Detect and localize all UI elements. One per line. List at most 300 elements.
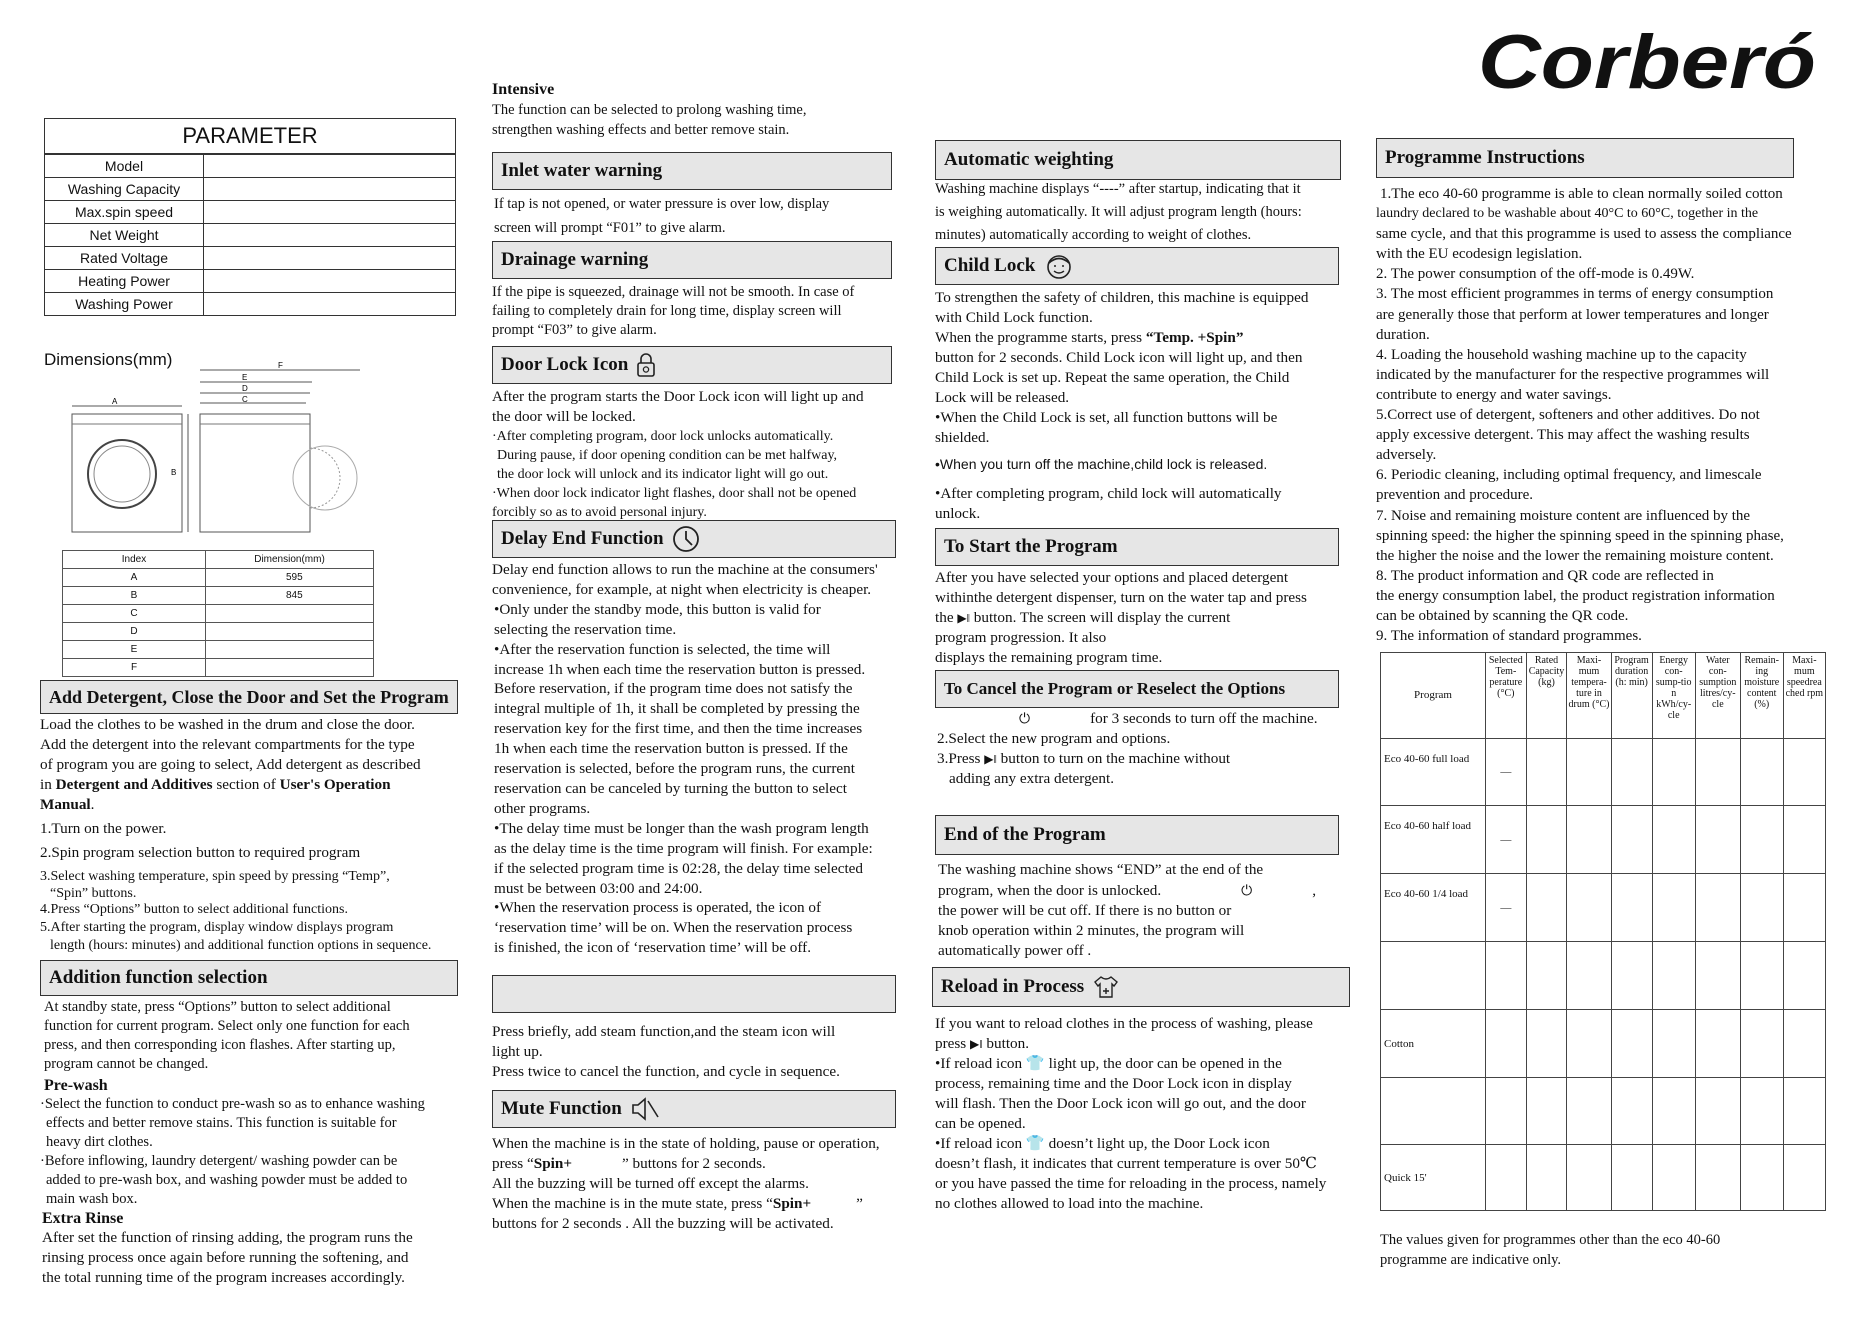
table-cell: [1611, 942, 1652, 1010]
text-line: is finished, the icon of ‘reservation time’ will be off.: [494, 939, 812, 957]
text-line: If you want to reload clothes in the process of washing, please: [935, 1015, 1313, 1032]
section-title-text: Delay End Function: [501, 528, 664, 549]
param-label: Washing Capacity: [45, 178, 204, 201]
table-cell: [1526, 806, 1567, 874]
param-row: [45, 247, 456, 270]
text-span: “Temp. +Spin”: [1145, 329, 1244, 346]
child-face-icon: [1043, 252, 1075, 280]
text-line: 2.Spin program selection button to required program: [40, 844, 361, 861]
text-line: light up.: [492, 1043, 543, 1060]
text-span: •If reload icon: [935, 1135, 1026, 1152]
table-cell: [1695, 1078, 1740, 1145]
dim-index: A: [63, 569, 206, 587]
steam-body: [492, 1022, 912, 1082]
section-door-lock-title: [492, 346, 892, 384]
text-span: section of: [212, 776, 280, 793]
text-line: 5.Correct use of detergent, softeners and other additives. Do not: [1376, 407, 1760, 424]
text-line: When the machine is in the state of holding, pause or operation,: [492, 1135, 880, 1152]
text-span: in: [40, 776, 56, 793]
intensive-block: [492, 80, 912, 140]
text-line: Press briefly, add steam function,and the steam icon will: [492, 1023, 836, 1040]
dimension-table: [62, 550, 374, 677]
section-title-text: Mute Function: [501, 1098, 622, 1119]
table-cell: [1526, 1078, 1567, 1145]
parameter-table: [44, 154, 456, 316]
dim-value: 595: [206, 569, 374, 587]
text-line: •When you turn off the machine,child lock is released.: [935, 456, 1268, 472]
table-row: [1381, 942, 1826, 1010]
text-line: Delay end function allows to run the machine at the consumers': [492, 561, 878, 578]
table-cell: [1740, 806, 1783, 874]
text-line: minutes) automatically according to weight of clothes.: [935, 227, 1252, 243]
table-cell: [1486, 1145, 1527, 1211]
dim-index: F: [63, 659, 206, 677]
text-span: the: [935, 609, 958, 626]
text-span: ”: [856, 1195, 863, 1212]
text-line: the total running time of the program increases accordingly.: [42, 1269, 405, 1286]
table-cell: [1567, 739, 1611, 806]
text-line: Child Lock is set up. Repeat the same operation, the Child: [935, 369, 1290, 386]
play-pause-icon: ▶‖: [970, 1037, 983, 1051]
text-span: The washing machine shows “END” at the end of the: [938, 861, 1264, 878]
text-line: reservation can be canceled by turning the button to select: [494, 779, 847, 797]
text-span: button to turn on the machine without: [996, 750, 1231, 767]
text-line: must be between 03:00 and 24:00.: [494, 879, 703, 897]
mute-body: [492, 1134, 922, 1234]
text-line: failing to completely drain for long time, display screen will: [492, 303, 842, 319]
table-cell: [1526, 874, 1567, 942]
text-line: the door lock will unlock and its indicator light will go out.: [497, 467, 829, 482]
text-line: press, and then corresponding icon flashes. After starting up,: [44, 1037, 396, 1053]
text-line: programme are indicative only.: [1380, 1252, 1562, 1268]
text-line: •When the reservation process is operated, the icon of: [494, 899, 822, 917]
dim-row: [63, 605, 374, 623]
text-line: Washing machine displays “----” after startup, indicating that it: [935, 181, 1301, 197]
dim-header: Index: [63, 551, 206, 569]
dim-label-c: C: [242, 395, 248, 404]
section-title-text: Addition function selection: [49, 967, 268, 988]
dim-index: B: [63, 587, 206, 605]
section-drainage-title: [492, 241, 892, 279]
text-line: integral multiple of 1h, it shall be completed by pressing the: [494, 700, 860, 718]
table-cell: [1740, 942, 1783, 1010]
table-row: [1381, 806, 1826, 874]
table-cell-program: Eco 40-60 half load: [1381, 806, 1486, 874]
child-lock-body: [935, 288, 1375, 524]
text-span: button. The screen will display the current: [969, 609, 1231, 626]
power-icon: ⏻: [1241, 882, 1253, 898]
cancel-body: [937, 708, 1377, 789]
text-line: “Spin” buttons.: [50, 886, 137, 901]
text-line: Add the detergent into the relevant compartments for the type: [40, 736, 415, 753]
param-row: [45, 293, 456, 316]
text-line: All the buzzing will be turned off except the alarms.: [492, 1175, 809, 1192]
table-header: Water con- sumption litres/cy- cle: [1695, 653, 1740, 739]
text-span: ,: [1312, 882, 1316, 899]
table-cell: [1740, 1010, 1783, 1078]
section-title-text: To Cancel the Program or Reselect the Options: [944, 679, 1286, 698]
param-value: [204, 247, 456, 270]
section-cancel-title: [935, 670, 1339, 708]
param-value: [204, 155, 456, 178]
text-line: [935, 608, 1375, 628]
intensive-title: Intensive: [492, 81, 555, 98]
text-line: with the EU ecodesign legislation.: [1376, 246, 1583, 263]
param-label: Heating Power: [45, 270, 204, 293]
text-line: Before reservation, if the program time does not satisfy the: [494, 680, 853, 698]
table-cell: [1695, 1145, 1740, 1211]
programme-footer: [1380, 1230, 1820, 1270]
table-cell: [1567, 806, 1611, 874]
text-line: Manual.: [40, 796, 95, 813]
text-line: [935, 1034, 1375, 1054]
text-line: [935, 328, 1375, 348]
text-span: Manual: [40, 796, 91, 813]
table-cell: [1652, 806, 1695, 874]
table-cell-program: Eco 40-60 1/4 load: [1381, 874, 1486, 942]
shirt-icon: 👕: [1025, 1055, 1045, 1072]
drainage-body: [492, 283, 912, 340]
text-line: 3. The most efficient programmes in terms of energy consumption: [1376, 286, 1774, 303]
table-cell: [1567, 1078, 1611, 1145]
dim-value: 845: [206, 587, 374, 605]
table-cell: [1695, 739, 1740, 806]
table-cell: [1652, 1010, 1695, 1078]
dim-value: [206, 659, 374, 677]
addition-body: [40, 998, 480, 1288]
table-header: Remain- ing moisture content (%): [1740, 653, 1783, 739]
table-cell: [1783, 1010, 1825, 1078]
text-line: •After completing program, child lock will automatically: [935, 485, 1282, 502]
text-line: automatically power off .: [938, 942, 1092, 959]
section-title-text: Inlet water warning: [501, 160, 663, 181]
text-line: 4. Loading the household washing machine up to the capacity: [1376, 346, 1747, 363]
table-cell: [1567, 1010, 1611, 1078]
table-cell: [1783, 1078, 1825, 1145]
text-line: After set the function of rinsing adding, the program runs the: [42, 1229, 413, 1246]
param-label: Rated Voltage: [45, 247, 204, 270]
section-title-text: Automatic weighting: [944, 149, 1114, 170]
table-row: [1381, 1145, 1826, 1211]
param-label: Net Weight: [45, 224, 204, 247]
text-line: doesn’t flash, it indicates that current temperature is over 50℃: [935, 1155, 1317, 1172]
dim-value: [206, 641, 374, 659]
table-cell: [1740, 1078, 1783, 1145]
table-header: Program: [1381, 653, 1486, 739]
text-line: added to pre-wash box, and washing powder must be added to: [46, 1172, 408, 1188]
text-line: Press twice to cancel the function, and cycle in sequence.: [492, 1063, 840, 1080]
add-detergent-body: [40, 715, 480, 955]
text-line: 1.Turn on the power.: [40, 820, 167, 837]
text-line: ·Select the function to conduct pre-wash so as to enhance washing: [40, 1096, 425, 1112]
section-add-detergent-title: [40, 680, 458, 714]
padlock-icon: [636, 352, 656, 378]
brand-logo: [1478, 28, 1818, 98]
param-label: Washing Power: [45, 293, 204, 316]
text-line: [492, 1154, 922, 1174]
table-cell: [1695, 1010, 1740, 1078]
text-line: increase 1h when each time the reservation button is pressed.: [494, 660, 866, 678]
param-value: [204, 293, 456, 316]
text-line: unlock.: [935, 505, 981, 522]
text-line: ‘reservation time’ will be on. When the reservation process: [494, 919, 853, 937]
dim-label-d: D: [242, 384, 248, 393]
table-cell: [1526, 1145, 1567, 1211]
text-line: The function can be selected to prolong washing time,: [492, 102, 807, 118]
section-programme-title: [1376, 138, 1794, 178]
table-cell: [1611, 1145, 1652, 1211]
table-cell: [1611, 739, 1652, 806]
table-cell: [1740, 1145, 1783, 1211]
door-lock-body: [492, 387, 912, 522]
dim-row: [63, 659, 374, 677]
text-line: [937, 708, 1377, 729]
text-line: 4.Press “Options” button to select additional functions.: [40, 902, 348, 917]
text-line: can be obtained by scanning the QR code.: [1376, 607, 1629, 624]
dim-label-a: A: [112, 397, 118, 406]
text-span: light up, the door can be opened in the: [1044, 1055, 1282, 1072]
dim-label-e: E: [242, 373, 248, 382]
section-mute-title: [492, 1090, 896, 1128]
table-cell: —: [1486, 806, 1527, 874]
text-line: adversely.: [1376, 447, 1437, 464]
table-cell: [1695, 942, 1740, 1010]
programme-table: [1380, 652, 1826, 1211]
table-cell: [1783, 874, 1825, 942]
auto-weight-body: [935, 178, 1365, 247]
table-cell: [1526, 1010, 1567, 1078]
table-cell: [1695, 806, 1740, 874]
text-line: ·Before inflowing, laundry detergent/ washing powder can be: [40, 1153, 398, 1169]
text-line: [938, 880, 1378, 901]
text-span: 3.Press: [937, 750, 985, 767]
parameter-panel: [44, 118, 456, 316]
text-span: Detergent and Additives: [55, 776, 213, 793]
text-line: process, remaining time and the Door Lock icon in display: [935, 1075, 1292, 1092]
text-line: same cycle, and that this programme is used to assess the compliance: [1376, 226, 1792, 243]
text-line: After the program starts the Door Lock icon will light up and: [492, 388, 864, 405]
programme-body: [1376, 184, 1846, 646]
table-cell: [1740, 874, 1783, 942]
dim-label-b: B: [171, 468, 177, 477]
text-span: for 3 seconds to turn off the machine.: [1090, 710, 1318, 727]
text-line: withinthe detergent dispenser, turn on the water tap and press: [935, 589, 1307, 606]
table-cell: [1652, 874, 1695, 942]
table-cell: [1486, 1010, 1527, 1078]
start-body: [935, 568, 1375, 668]
table-cell: [1740, 739, 1783, 806]
text-line: button for 2 seconds. Child Lock icon will light up, and then: [935, 349, 1303, 366]
shirt-plus-icon: [1092, 974, 1122, 1000]
section-addition-title: [40, 960, 458, 996]
text-line: Load the clothes to be washed in the drum and close the door.: [40, 716, 415, 733]
text-line: [40, 775, 480, 795]
text-line: •When the Child Lock is set, all function buttons will be: [935, 409, 1278, 426]
table-cell: [1526, 739, 1567, 806]
table-cell: [1611, 1010, 1652, 1078]
table-cell-program: Quick 15': [1381, 1145, 1486, 1211]
section-steam-title: [492, 975, 896, 1013]
table-row: [1381, 1010, 1826, 1078]
dim-index: C: [63, 605, 206, 623]
param-value: [204, 270, 456, 293]
text-line: knob operation within 2 minutes, the program will: [938, 922, 1245, 939]
text-line: [935, 1134, 1375, 1154]
text-line: Lock will be released.: [935, 389, 1070, 406]
table-cell-program: Eco 40-60 full load: [1381, 739, 1486, 806]
text-line: [492, 1194, 922, 1214]
table-header: Program duration (h: min): [1611, 653, 1652, 739]
text-line: 8. The product information and QR code are reflected in: [1376, 567, 1714, 584]
text-line: the energy consumption label, the product registration information: [1376, 587, 1775, 604]
text-line: 3.Select washing temperature, spin speed by pressing “Temp”,: [40, 869, 390, 884]
table-header: Maxi- mum tempera- ture in drum (°C): [1567, 653, 1611, 739]
text-line: 5.After starting the program, display window displays program: [40, 920, 394, 935]
text-line: selecting the reservation time.: [494, 620, 677, 638]
table-cell: [1567, 942, 1611, 1010]
section-delay-end-title: [492, 520, 896, 558]
section-child-lock-title: [935, 247, 1339, 285]
text-line: indicated by the manufacturer for the respective programmes will: [1376, 366, 1770, 383]
section-title-text: Programme Instructions: [1385, 147, 1585, 168]
table-cell: —: [1486, 874, 1527, 942]
prewash-title: Pre-wash: [44, 1077, 108, 1094]
text-line: screen will prompt “F01” to give alarm.: [494, 220, 726, 236]
text-line: as the delay time is the time program will finish. For example:: [494, 839, 873, 857]
section-title-text: Reload in Process: [941, 976, 1085, 997]
text-span: Spin+: [772, 1195, 812, 1212]
table-cell: [1783, 739, 1825, 806]
text-line: duration.: [1376, 326, 1430, 343]
table-cell: [1486, 1078, 1527, 1145]
text-line: forcibly so as to avoid personal injury.: [492, 505, 707, 520]
dim-value: [206, 605, 374, 623]
text-line: length (hours: minutes) and additional function options in sequence.: [50, 938, 432, 953]
table-row: [1381, 874, 1826, 942]
text-line: will flash. Then the Door Lock icon will go out, and the door: [935, 1095, 1306, 1112]
table-cell: [1652, 1078, 1695, 1145]
text-span: program, when the door is unlocked.: [938, 882, 1162, 899]
text-line: If the pipe is squeezed, drainage will not be smooth. In case of: [492, 284, 855, 300]
text-line: 2.Select the new program and options.: [937, 730, 1171, 747]
table-cell: [1652, 942, 1695, 1010]
dim-row: [63, 623, 374, 641]
text-line: The values given for programmes other than the eco 40-60: [1380, 1232, 1721, 1248]
table-cell: [1526, 942, 1567, 1010]
clock-icon: [672, 525, 700, 553]
text-line: At standby state, press “Options” button to select additional: [44, 999, 391, 1015]
text-line: buttons for 2 seconds . All the buzzing will be activated.: [492, 1215, 834, 1232]
text-span: User's Operation: [279, 776, 391, 793]
text-line: [937, 749, 1377, 769]
param-row: [45, 224, 456, 247]
section-reload-title: [932, 967, 1350, 1007]
text-line: reservation key for the first time, and then the time increases: [494, 720, 863, 738]
section-auto-weight-title: [935, 140, 1341, 180]
section-title-text: Add Detergent, Close the Door and Set the Program: [49, 686, 449, 707]
text-span: Spin+: [533, 1155, 572, 1172]
section-end-title: [935, 815, 1339, 855]
text-line: rinsing process once again before running the softening, and: [42, 1249, 409, 1266]
dim-value: [206, 623, 374, 641]
text-line: of program you are going to select, Add detergent as described: [40, 756, 421, 773]
text-line: heavy dirt clothes.: [46, 1134, 153, 1150]
param-row: [45, 155, 456, 178]
table-cell: [1783, 806, 1825, 874]
text-line: To strengthen the safety of children, this machine is equipped: [935, 289, 1309, 306]
text-line: 9. The information of standard programmes.: [1376, 628, 1642, 645]
text-line: 2. The power consumption of the off-mode is 0.49W.: [1376, 266, 1695, 283]
text-line: the higher the noise and the lower the remaining moisture content.: [1376, 547, 1774, 564]
text-line: [938, 860, 1378, 880]
text-span: When the machine is in the mute state, press “: [492, 1195, 773, 1212]
dimensions-diagram: [60, 362, 390, 542]
table-cell: [1567, 1145, 1611, 1211]
text-line: •The delay time must be longer than the wash program length: [494, 819, 869, 837]
text-line: [935, 1054, 1375, 1074]
text-line: the power will be cut off. If there is no button or: [938, 902, 1232, 919]
dim-header-row: [63, 551, 374, 569]
dim-label-f: F: [278, 362, 283, 370]
text-span: doesn’t light up, the Door Lock icon: [1044, 1135, 1270, 1152]
section-start-title: [935, 528, 1339, 566]
text-span: button.: [982, 1035, 1030, 1052]
text-line: strengthen washing effects and better remove stain.: [492, 122, 790, 138]
section-title-text: Drainage warning: [501, 249, 649, 270]
table-cell: [1783, 1145, 1825, 1211]
text-line: laundry declared to be washable about 40°C to 60°C, together in the: [1376, 206, 1759, 222]
text-span: press “: [492, 1155, 534, 1172]
param-row: [45, 178, 456, 201]
programme-table-header: [1381, 653, 1826, 739]
table-cell: [1486, 942, 1527, 1010]
table-cell: [1611, 1078, 1652, 1145]
text-line: 1.The eco 40-60 programme is able to clean normally soiled cotton: [1380, 186, 1783, 202]
param-value: [204, 178, 456, 201]
dim-row: [63, 569, 374, 587]
text-line: program progression. It also: [935, 629, 1107, 646]
text-line: spinning speed: the higher the spinning speed in the spinning phase,: [1376, 527, 1784, 544]
table-cell: [1652, 739, 1695, 806]
text-line: the door will be locked.: [492, 408, 636, 425]
text-span: •If reload icon: [935, 1055, 1026, 1072]
dim-row: [63, 641, 374, 659]
delay-end-body: [492, 560, 932, 958]
param-value: [204, 201, 456, 224]
text-line: with Child Lock function.: [935, 309, 1093, 326]
text-line: reservation is selected, before the program runs, the current: [494, 760, 855, 778]
text-line: prevention and procedure.: [1376, 487, 1534, 504]
dim-header: Dimension(mm): [206, 551, 374, 569]
rinse-title: Extra Rinse: [42, 1210, 124, 1227]
text-line: If tap is not opened, or water pressure is over low, display: [494, 196, 830, 212]
text-line: if the selected program time is 02:28, the delay time selected: [494, 859, 864, 877]
text-line: are generally those that perform at lower temperatures and longer: [1376, 306, 1769, 323]
table-cell: [1783, 942, 1825, 1010]
mute-speaker-icon: [630, 1095, 660, 1123]
dim-index: E: [63, 641, 206, 659]
text-line: program cannot be changed.: [44, 1056, 209, 1072]
table-cell: [1567, 874, 1611, 942]
end-body: [938, 860, 1378, 961]
table-cell-program: [1381, 942, 1486, 1010]
table-header: Rated Capacity (kg): [1526, 653, 1567, 739]
text-line: •After the reservation function is selected, the time will: [494, 640, 831, 658]
text-line: is weighing automatically. It will adjust program length (hours:: [935, 204, 1302, 220]
power-icon: ⏻: [1019, 710, 1031, 726]
section-title-text: End of the Program: [944, 824, 1106, 845]
text-line: effects and better remove stains. This function is suitable for: [46, 1115, 397, 1131]
